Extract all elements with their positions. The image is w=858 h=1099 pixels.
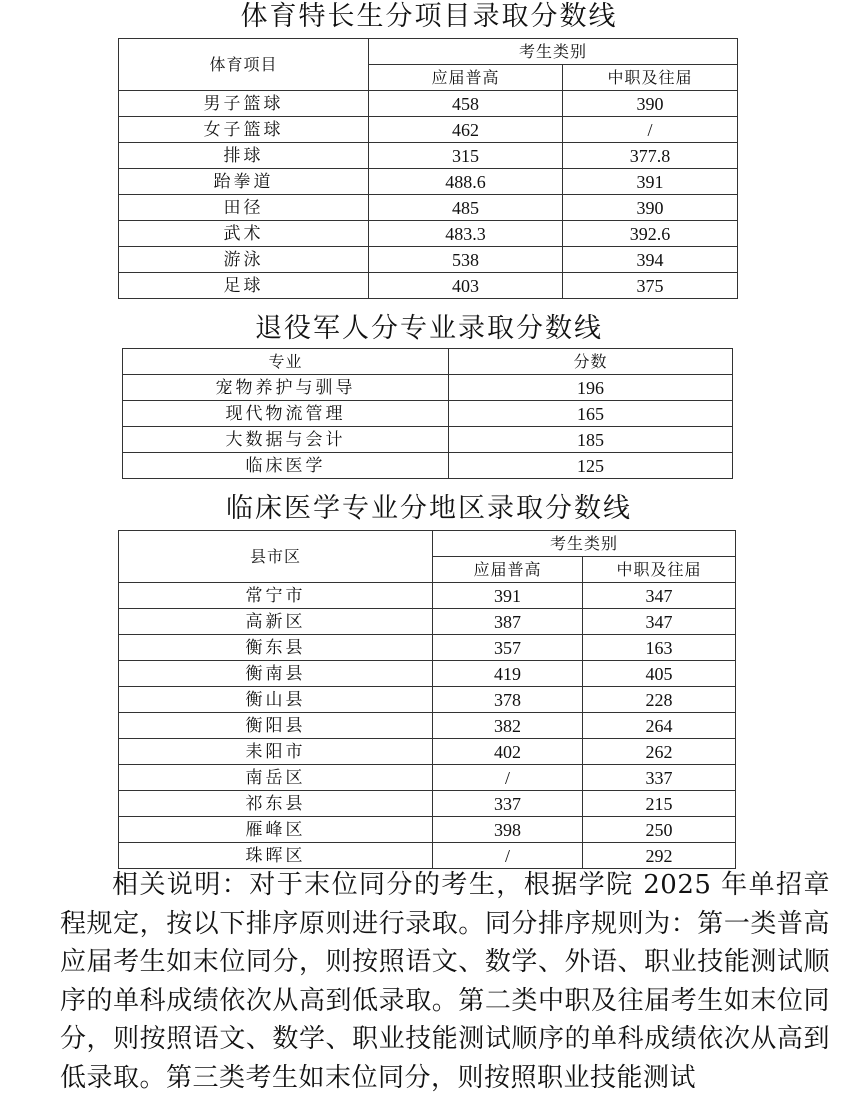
- vocational-score-cell: 391: [563, 169, 738, 195]
- table-row: [119, 791, 736, 817]
- vocational-score-cell: 347: [583, 583, 736, 609]
- veterans-score-table: [122, 348, 733, 479]
- table-row: [119, 195, 738, 221]
- fresh-graduate-score-cell: 483.3: [369, 221, 563, 247]
- fresh-graduate-score-cell: 398: [433, 817, 583, 843]
- major-name-cell: 现代物流管理: [123, 401, 449, 427]
- table-row: [123, 427, 733, 453]
- vocational-score-cell: /: [563, 117, 738, 143]
- fresh-graduate-score-cell: 378: [433, 687, 583, 713]
- region-name-cell: 衡南县: [119, 661, 433, 687]
- fresh-graduate-score-cell: 391: [433, 583, 583, 609]
- table-row: [119, 843, 736, 869]
- tie-break-notes: 相关说明：对于末位同分的考生，根据学院 2025 年单招章程规定，按以下排序原则进行录取。同分排序规则为：第一类普高应届考生如末位同分，则按照语文、数学、外语、职业技能测试顺序的单科成绩依次从高到低录取。第二类中职及往届考生如末位同分，则按照语文、数学、职业技能测试顺序的单科成绩依次从高到低录取。第三类考生如末位同分，则按照职业技能测试: [60, 870, 830, 1093]
- table-row: [119, 247, 738, 273]
- region-name-cell: 耒阳市: [119, 739, 433, 765]
- fresh-graduate-header: 应届普高: [369, 65, 563, 91]
- clinical-table-body: [119, 583, 736, 869]
- sport-name-cell: 女子篮球: [119, 117, 369, 143]
- fresh-graduate-score-cell: 419: [433, 661, 583, 687]
- vocational-score-cell: 163: [583, 635, 736, 661]
- vocational-score-cell: 337: [583, 765, 736, 791]
- fresh-graduate-score-cell: 357: [433, 635, 583, 661]
- project-header: 体育项目: [119, 39, 369, 91]
- vocational-score-cell: 250: [583, 817, 736, 843]
- vocational-score-cell: 347: [583, 609, 736, 635]
- fresh-graduate-score-cell: 462: [369, 117, 563, 143]
- region-name-cell: 雁峰区: [119, 817, 433, 843]
- sport-name-cell: 田径: [119, 195, 369, 221]
- region-name-cell: 珠晖区: [119, 843, 433, 869]
- vocational-score-cell: 228: [583, 687, 736, 713]
- region-header: 县市区: [119, 531, 433, 583]
- table-row: [119, 273, 738, 299]
- sport-name-cell: 足球: [119, 273, 369, 299]
- vocational-score-cell: 390: [563, 195, 738, 221]
- fresh-graduate-score-cell: 458: [369, 91, 563, 117]
- table-row: [119, 765, 736, 791]
- table-row: [119, 635, 736, 661]
- table-row: [119, 169, 738, 195]
- table-row: [119, 713, 736, 739]
- table-header-row: [123, 349, 733, 375]
- table-row: [119, 817, 736, 843]
- region-name-cell: 祁东县: [119, 791, 433, 817]
- region-name-cell: 常宁市: [119, 583, 433, 609]
- fresh-graduate-header: 应届普高: [433, 557, 583, 583]
- sports-table-body: [119, 91, 738, 299]
- region-name-cell: 衡山县: [119, 687, 433, 713]
- region-name-cell: 高新区: [119, 609, 433, 635]
- fresh-graduate-score-cell: 402: [433, 739, 583, 765]
- vocational-previous-header: 中职及往届: [583, 557, 736, 583]
- category-header: 考生类别: [433, 531, 736, 557]
- vocational-score-cell: 292: [583, 843, 736, 869]
- score-cell: 196: [449, 375, 733, 401]
- fresh-graduate-score-cell: 485: [369, 195, 563, 221]
- vocational-score-cell: 390: [563, 91, 738, 117]
- vocational-score-cell: 405: [583, 661, 736, 687]
- major-name-cell: 大数据与会计: [123, 427, 449, 453]
- fresh-graduate-score-cell: 315: [369, 143, 563, 169]
- sports-score-table: [118, 38, 738, 299]
- category-header: 考生类别: [369, 39, 738, 65]
- table-row: [119, 687, 736, 713]
- table-row: [119, 739, 736, 765]
- vocational-score-cell: 394: [563, 247, 738, 273]
- clinical-table-title: 临床医学专业分地区录取分数线: [226, 493, 632, 524]
- table-header-row: [119, 531, 736, 557]
- table-row: [119, 117, 738, 143]
- sport-name-cell: 男子篮球: [119, 91, 369, 117]
- region-name-cell: 南岳区: [119, 765, 433, 791]
- region-name-cell: 衡东县: [119, 635, 433, 661]
- vocational-score-cell: 375: [563, 273, 738, 299]
- table-row: [123, 375, 733, 401]
- score-cell: 165: [449, 401, 733, 427]
- veterans-table-body: [123, 375, 733, 479]
- score-header: 分数: [449, 349, 733, 375]
- fresh-graduate-score-cell: /: [433, 765, 583, 791]
- score-cell: 125: [449, 453, 733, 479]
- score-cell: 185: [449, 427, 733, 453]
- veterans-table-title: 退役军人分专业录取分数线: [255, 313, 603, 344]
- table-row: [123, 453, 733, 479]
- sport-name-cell: 排球: [119, 143, 369, 169]
- sport-name-cell: 武术: [119, 221, 369, 247]
- clinical-score-table: [118, 530, 736, 869]
- table-row: [119, 91, 738, 117]
- fresh-graduate-score-cell: 403: [369, 273, 563, 299]
- table-row: [119, 221, 738, 247]
- sport-name-cell: 游泳: [119, 247, 369, 273]
- sport-name-cell: 跆拳道: [119, 169, 369, 195]
- table-row: [119, 661, 736, 687]
- table-header-row: [119, 39, 738, 65]
- major-header: 专业: [123, 349, 449, 375]
- major-name-cell: 临床医学: [123, 453, 449, 479]
- fresh-graduate-score-cell: /: [433, 843, 583, 869]
- vocational-score-cell: 264: [583, 713, 736, 739]
- table-row: [119, 583, 736, 609]
- vocational-previous-header: 中职及往届: [563, 65, 738, 91]
- vocational-score-cell: 215: [583, 791, 736, 817]
- fresh-graduate-score-cell: 337: [433, 791, 583, 817]
- vocational-score-cell: 262: [583, 739, 736, 765]
- vocational-score-cell: 377.8: [563, 143, 738, 169]
- sports-table-title: 体育特长生分项目录取分数线: [240, 1, 618, 32]
- fresh-graduate-score-cell: 382: [433, 713, 583, 739]
- vocational-score-cell: 392.6: [563, 221, 738, 247]
- major-name-cell: 宠物养护与驯导: [123, 375, 449, 401]
- table-row: [119, 609, 736, 635]
- fresh-graduate-score-cell: 488.6: [369, 169, 563, 195]
- region-name-cell: 衡阳县: [119, 713, 433, 739]
- table-row: [119, 143, 738, 169]
- table-row: [123, 401, 733, 427]
- fresh-graduate-score-cell: 387: [433, 609, 583, 635]
- fresh-graduate-score-cell: 538: [369, 247, 563, 273]
